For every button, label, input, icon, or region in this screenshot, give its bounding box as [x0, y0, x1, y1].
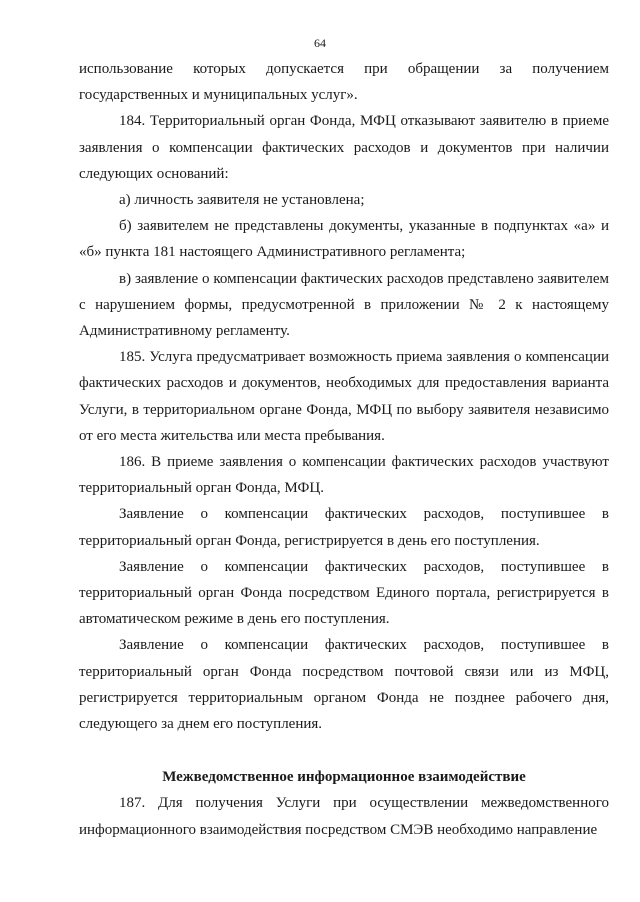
list-item-b: б) заявителем не представлены документы, указанные в подпунктах «а» и «б» пункта 181 настоящего Административного регламента; [79, 218, 609, 261]
section-heading: Межведомственное информационное взаимодействие [162, 769, 526, 786]
page-number: 64 [314, 36, 326, 50]
paragraph-registration-3: Заявление о компенсации фактических расходов, поступившее в территориальный орган Фонда посредством почтовой связи или из МФЦ, регистрируется территориальным органом Фонда не позднее рабочего дня, следующего за днем его поступления. [79, 637, 609, 733]
list-item-a: а) личность заявителя не установлена; [119, 192, 365, 209]
paragraph-continuation: использование которых допускается при обращении за получением государственных и муниципальных услуг». [79, 61, 609, 104]
list-item-v: в) заявление о компенсации фактических расходов представлено заявителем с нарушением формы, предусмотренной в приложении № 2 к настоящему Административному регламенту. [79, 270, 609, 340]
paragraph-registration-2: Заявление о компенсации фактических расходов, поступившее в территориальный орган Фонда посредством Единого портала, регистрируется в автоматическом режиме в день его поступления. [79, 558, 609, 628]
paragraph-185: 185. Услуга предусматривает возможность приема заявления о компенсации фактических расходов и документов, необходимых для предоставления варианта Услуги, в территориальном органе Фонда, МФЦ по выбору заявителя независимо от его места жительства или места пребывания. [79, 349, 609, 444]
document-body [79, 56, 609, 843]
paragraph-184: 184. Территориальный орган Фонда, МФЦ отказывают заявителю в приеме заявления о компенсации фактических расходов и документов при наличии следующих оснований: [79, 113, 609, 182]
paragraph-187: 187. Для получения Услуги при осуществлении межведомственного информационного взаимодействия посредством СМЭВ необходимо направление [79, 795, 609, 838]
paragraph-186: 186. В приеме заявления о компенсации фактических расходов участвуют территориальный орган Фонда, МФЦ. [79, 454, 609, 497]
paragraph-registration-1: Заявление о компенсации фактических расходов, поступившее в территориальный орган Фонда, регистрируется в день его поступления. [79, 506, 609, 549]
